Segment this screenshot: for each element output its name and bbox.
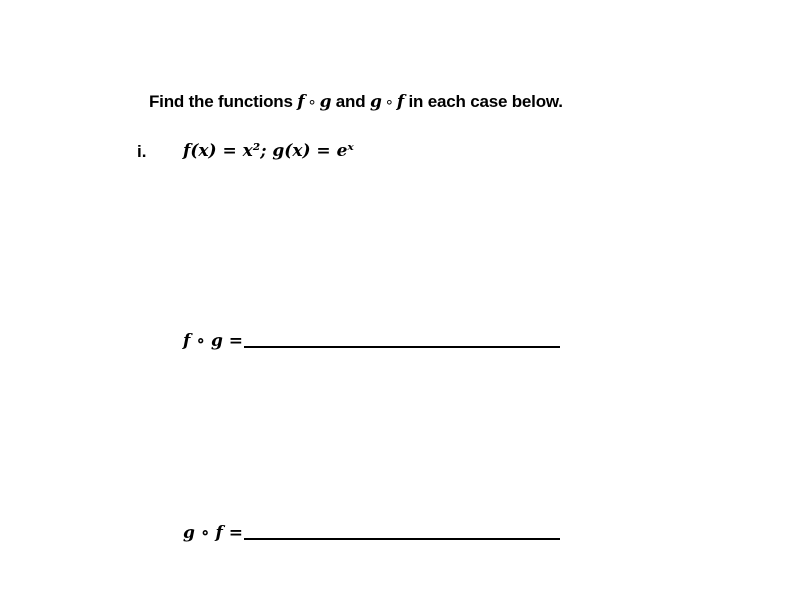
instruction-f-second: f [396, 92, 404, 112]
gof-label: g ∘ f = [183, 523, 244, 543]
item-marker: i. [137, 142, 147, 161]
instruction-suffix: in each case below. [408, 92, 563, 111]
fog-label: f ∘ g = [183, 331, 244, 351]
fog-answer-blank[interactable] [244, 345, 560, 348]
compose-operator-second: ∘ [384, 93, 394, 111]
fog-answer-line [183, 331, 560, 351]
instruction-and: and [335, 92, 366, 111]
instruction-g: g [319, 92, 332, 112]
gof-answer-blank[interactable] [244, 537, 560, 540]
instruction-text [149, 92, 563, 112]
instruction-prefix: Find the functions [149, 92, 293, 111]
instruction-g-second: g [369, 92, 382, 112]
instruction-f: f [297, 92, 305, 112]
gof-answer-line [183, 523, 560, 543]
item-expression: f(x) = x²; g(x) = eˣ [183, 141, 354, 161]
compose-operator: ∘ [307, 93, 317, 111]
